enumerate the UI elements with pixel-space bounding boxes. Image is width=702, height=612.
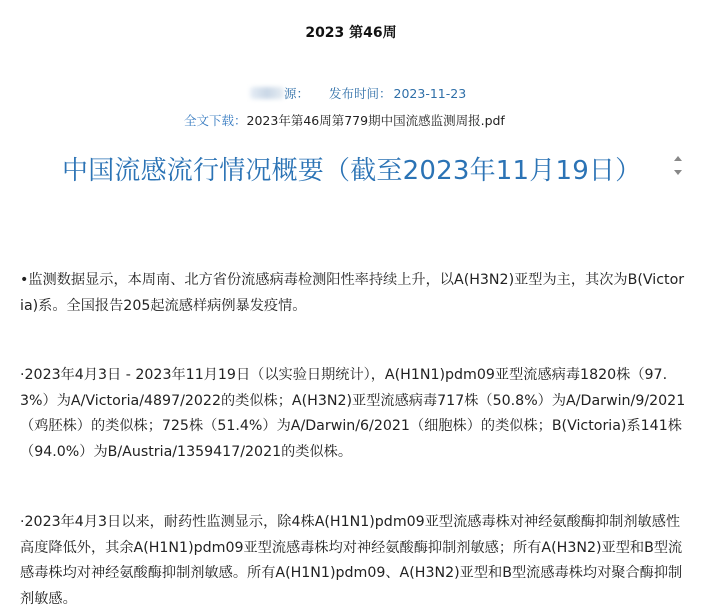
publish-date: 2023-11-23: [393, 86, 467, 101]
download-label: 全文下载：: [184, 113, 247, 128]
publish-time-label: 发布时间：: [329, 86, 392, 101]
drug-resistance-paragraph: ·2023年4月3日以来，耐药性监测显示，除4株A(H1N1)pdm09亚型流感毒株对神经氨酸酶抑制剂敏感性高度降低外，其余A(H1N1)pdm09亚型流感毒株均对神经氨酸酶抑制剂敏感；所有A(H3N2)亚型和B型流感毒株均对神经氨酸酶抑制剂敏感。所有A(H1N1)pdm09、A(H3N2)亚型和B型流感毒株均对聚合酶抑制剂敏感。: [20, 514, 683, 607]
strain-analysis-paragraph: ·2023年4月3日 - 2023年11月19日（以实验日期统计），A(H1N1)pdm09亚型流感病毒1820株（97.3%）为A/Victoria/4897/2022的类似株；A(H3N2)亚型流感病毒717株（50.8%）为A/Darwin/9/2021（鸡胚株）的类似株；725株（51.4%）为A/Darwin/6/2021（细胞株）的类似株；B(Victoria)系141株（94.0%）为B/Austria/1359417/2021的类似株。: [20, 367, 686, 460]
scroll-arrows[interactable]: [672, 154, 685, 178]
pdf-download-link[interactable]: 2023年第46周第779期中国流感监测周报.pdf: [246, 113, 505, 128]
week-title: 2023 第46周: [305, 25, 397, 41]
meta-line: [250, 84, 466, 102]
summary-paragraph: •监测数据显示，本周南、北方省份流感病毒检测阳性率持续上升，以A(H3N2)亚型为主，其次为B(Victoria)系。全国报告205起流感样病例暴发疫情。: [20, 272, 685, 314]
redacted-source: [250, 87, 284, 99]
source-label: 源：: [284, 86, 310, 101]
scroll-up-icon[interactable]: [674, 156, 682, 161]
scroll-down-icon[interactable]: [674, 170, 682, 175]
page-title: 中国流感流行情况概要（截至2023年11月19日）: [62, 156, 642, 186]
download-line: [184, 111, 505, 129]
